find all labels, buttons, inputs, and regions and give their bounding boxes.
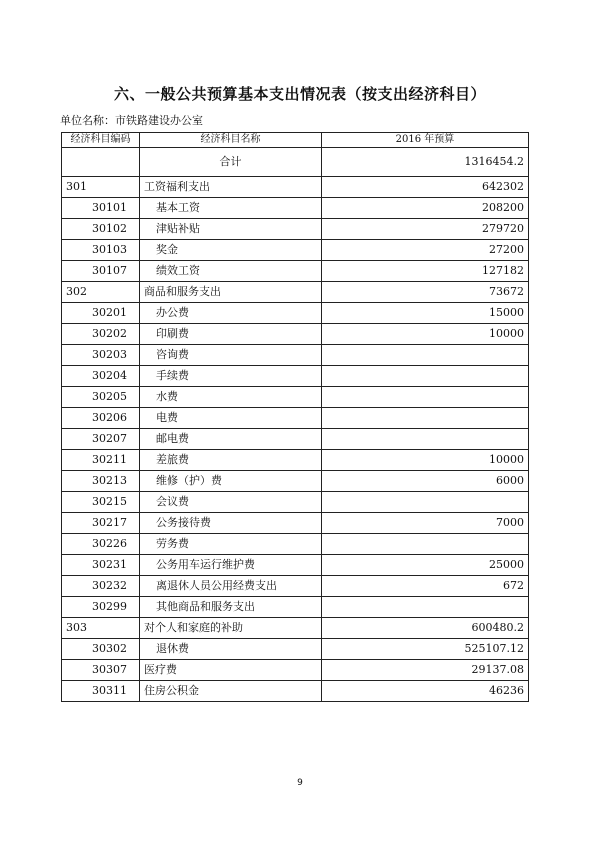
table-row	[62, 198, 529, 219]
budget-amount: 208200	[322, 198, 529, 219]
budget-amount: 7000	[322, 513, 529, 534]
unit-label: 单位名称：市铁路建设办公室	[60, 114, 203, 127]
budget-amount: 15000	[322, 303, 529, 324]
total-amount: 1316454.2	[322, 148, 529, 177]
budget-amount	[322, 492, 529, 513]
account-code: 302	[62, 282, 140, 303]
table-row	[62, 345, 529, 366]
account-name: 商品和服务支出	[140, 282, 322, 303]
account-code: 30302	[62, 639, 140, 660]
table-row	[62, 303, 529, 324]
account-code: 301	[62, 177, 140, 198]
account-name: 奖金	[140, 240, 322, 261]
total-code-cell	[62, 148, 140, 177]
header-budget: 2016 年预算	[322, 133, 529, 148]
budget-amount: 25000	[322, 555, 529, 576]
budget-amount: 279720	[322, 219, 529, 240]
account-name: 工资福利支出	[140, 177, 322, 198]
page-title: 六、一般公共预算基本支出情况表（按支出经济科目）	[113, 85, 486, 103]
budget-amount: 642302	[322, 177, 529, 198]
table-row	[62, 492, 529, 513]
table-row	[62, 261, 529, 282]
account-name: 退休费	[140, 639, 322, 660]
budget-amount: 127182	[322, 261, 529, 282]
account-code: 30207	[62, 429, 140, 450]
budget-amount: 6000	[322, 471, 529, 492]
account-code: 30217	[62, 513, 140, 534]
table-header-row	[62, 133, 529, 148]
account-name: 邮电费	[140, 429, 322, 450]
budget-amount: 10000	[322, 324, 529, 345]
table-row	[62, 240, 529, 261]
budget-amount	[322, 597, 529, 618]
account-name: 公务用车运行维护费	[140, 555, 322, 576]
table-row	[62, 387, 529, 408]
budget-amount	[322, 429, 529, 450]
account-name: 水费	[140, 387, 322, 408]
account-code: 30205	[62, 387, 140, 408]
account-code: 30101	[62, 198, 140, 219]
account-name: 其他商品和服务支出	[140, 597, 322, 618]
account-name: 差旅费	[140, 450, 322, 471]
header-name: 经济科目名称	[140, 133, 322, 148]
budget-amount	[322, 534, 529, 555]
table-row	[62, 471, 529, 492]
account-code: 303	[62, 618, 140, 639]
account-name: 基本工资	[140, 198, 322, 219]
table-row	[62, 618, 529, 639]
account-name: 会议费	[140, 492, 322, 513]
budget-amount	[322, 345, 529, 366]
budget-amount: 525107.12	[322, 639, 529, 660]
table-row	[62, 429, 529, 450]
header-code: 经济科目编码	[62, 133, 140, 148]
account-code: 30206	[62, 408, 140, 429]
budget-amount	[322, 387, 529, 408]
account-name: 对个人和家庭的补助	[140, 618, 322, 639]
table-row	[62, 366, 529, 387]
table-row	[62, 660, 529, 681]
table-row	[62, 513, 529, 534]
account-name: 维修（护）费	[140, 471, 322, 492]
account-name: 劳务费	[140, 534, 322, 555]
table-row	[62, 219, 529, 240]
account-name: 咨询费	[140, 345, 322, 366]
table-row	[62, 324, 529, 345]
account-code: 30231	[62, 555, 140, 576]
account-code: 30311	[62, 681, 140, 702]
table-row	[62, 450, 529, 471]
account-name: 公务接待费	[140, 513, 322, 534]
budget-amount: 73672	[322, 282, 529, 303]
account-code: 30103	[62, 240, 140, 261]
budget-amount	[322, 366, 529, 387]
account-code: 30226	[62, 534, 140, 555]
table-row	[62, 282, 529, 303]
account-code: 30232	[62, 576, 140, 597]
account-code: 30102	[62, 219, 140, 240]
account-name: 印刷费	[140, 324, 322, 345]
table-row	[62, 681, 529, 702]
account-name: 绩效工资	[140, 261, 322, 282]
page-number: 9	[297, 778, 303, 788]
account-code: 30307	[62, 660, 140, 681]
table-row	[62, 408, 529, 429]
table-row	[62, 576, 529, 597]
table-row	[62, 555, 529, 576]
account-name: 住房公积金	[140, 681, 322, 702]
table-row	[62, 177, 529, 198]
budget-amount: 27200	[322, 240, 529, 261]
table-row	[62, 639, 529, 660]
account-code: 30213	[62, 471, 140, 492]
account-name: 津贴补贴	[140, 219, 322, 240]
account-code: 30215	[62, 492, 140, 513]
budget-table	[61, 132, 529, 702]
account-code: 30211	[62, 450, 140, 471]
budget-amount: 46236	[322, 681, 529, 702]
account-code: 30201	[62, 303, 140, 324]
account-code: 30202	[62, 324, 140, 345]
budget-amount	[322, 408, 529, 429]
account-code: 30204	[62, 366, 140, 387]
account-code: 30299	[62, 597, 140, 618]
account-code: 30107	[62, 261, 140, 282]
account-name: 电费	[140, 408, 322, 429]
total-row	[62, 148, 529, 177]
account-name: 离退休人员公用经费支出	[140, 576, 322, 597]
budget-amount: 29137.08	[322, 660, 529, 681]
account-name: 手续费	[140, 366, 322, 387]
budget-amount: 10000	[322, 450, 529, 471]
account-name: 办公费	[140, 303, 322, 324]
budget-amount: 600480.2	[322, 618, 529, 639]
account-code: 30203	[62, 345, 140, 366]
budget-amount: 672	[322, 576, 529, 597]
account-name: 医疗费	[140, 660, 322, 681]
table-row	[62, 534, 529, 555]
table-row	[62, 597, 529, 618]
total-label: 合计	[140, 148, 322, 177]
